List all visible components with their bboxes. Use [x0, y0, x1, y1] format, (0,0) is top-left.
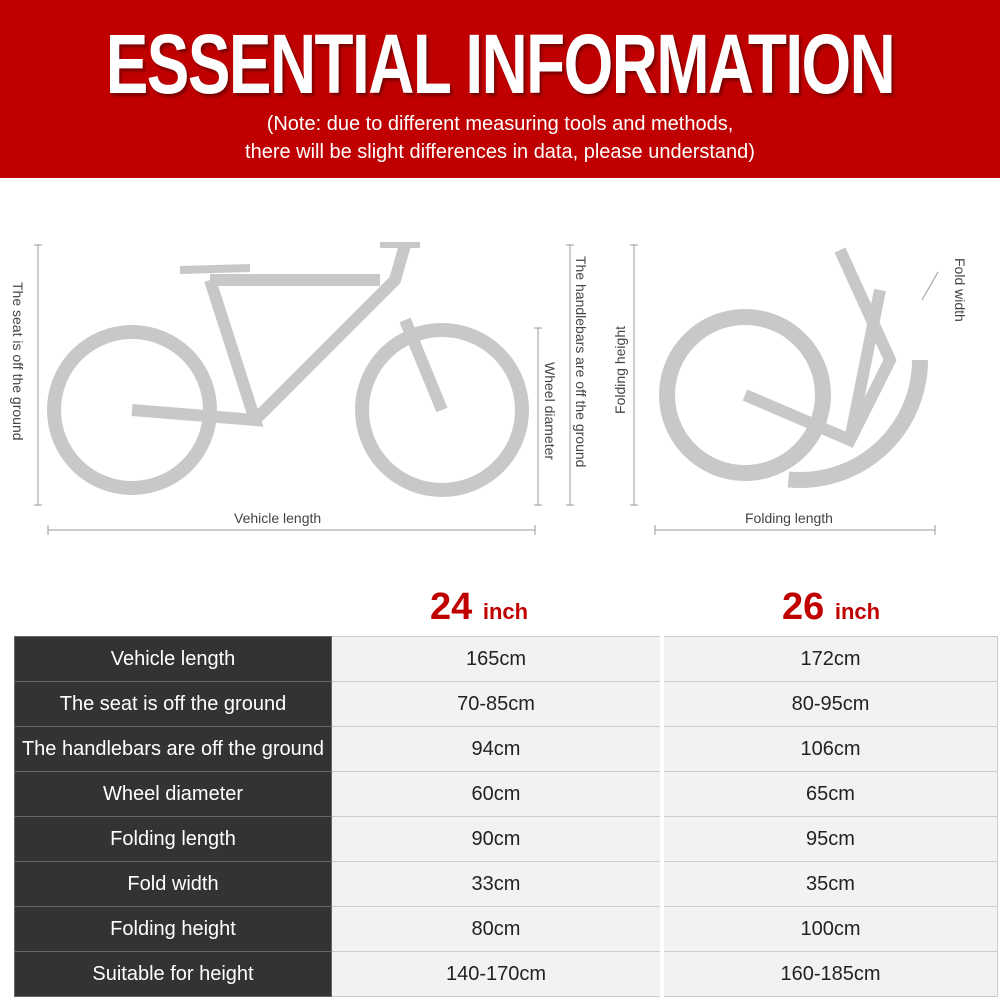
- seat-height-label: The seat is off the ground: [10, 282, 26, 441]
- value-24-inch: 33cm: [332, 862, 663, 907]
- row-label: Wheel diameter: [15, 772, 332, 817]
- folded-bike-illustration: [667, 240, 920, 480]
- unit-label: inch: [482, 599, 529, 624]
- wheel-diameter-label: Wheel diameter: [542, 362, 558, 461]
- handlebar-height-label: The handlebars are off the ground: [573, 256, 589, 468]
- note-line-1: (Note: due to different measuring tools and methods,: [266, 113, 734, 135]
- value-24-inch: 94cm: [332, 727, 663, 772]
- folding-length-label: Folding length: [745, 510, 833, 526]
- value-24-inch: 165cm: [332, 637, 663, 682]
- row-label: Vehicle length: [15, 637, 332, 682]
- table-row: [15, 637, 998, 682]
- column-header-26: [782, 586, 880, 629]
- row-label: The seat is off the ground: [15, 682, 332, 727]
- value-24-inch: 60cm: [332, 772, 663, 817]
- table-row: [15, 907, 998, 952]
- table-row: [15, 952, 998, 997]
- table-row: [15, 862, 998, 907]
- spec-table: [14, 636, 998, 997]
- value-24-inch: 70-85cm: [332, 682, 663, 727]
- note-line-2: there will be slight differences in data, please understand): [245, 141, 755, 163]
- size-24: 24: [430, 586, 473, 628]
- table-row: [15, 817, 998, 862]
- row-label: The handlebars are off the ground: [15, 727, 332, 772]
- table-row: [15, 727, 998, 772]
- row-label: Suitable for height: [15, 952, 332, 997]
- value-26-inch: 35cm: [662, 862, 998, 907]
- value-24-inch: 140-170cm: [332, 952, 663, 997]
- value-26-inch: 100cm: [662, 907, 998, 952]
- row-label: Folding length: [15, 817, 332, 862]
- value-26-inch: 106cm: [662, 727, 998, 772]
- value-26-inch: 172cm: [662, 637, 998, 682]
- vehicle-length-label: Vehicle length: [234, 510, 322, 526]
- value-26-inch: 160-185cm: [662, 952, 998, 997]
- unfolded-bike-illustration: [54, 245, 522, 490]
- size-26: 26: [782, 586, 825, 628]
- row-label: Folding height: [15, 907, 332, 952]
- measure-lines: [34, 245, 938, 535]
- value-24-inch: 80cm: [332, 907, 663, 952]
- page-title: ESSENTIAL INFORMATION: [105, 17, 895, 111]
- unit-label: inch: [834, 599, 881, 624]
- value-26-inch: 80-95cm: [662, 682, 998, 727]
- folding-height-label: Folding height: [612, 326, 628, 414]
- table-row: [15, 772, 998, 817]
- row-label: Fold width: [15, 862, 332, 907]
- value-26-inch: 95cm: [662, 817, 998, 862]
- table-row: [15, 682, 998, 727]
- column-header-24: [430, 586, 528, 629]
- value-26-inch: 65cm: [662, 772, 998, 817]
- fold-width-label: Fold width: [952, 258, 968, 322]
- value-24-inch: 90cm: [332, 817, 663, 862]
